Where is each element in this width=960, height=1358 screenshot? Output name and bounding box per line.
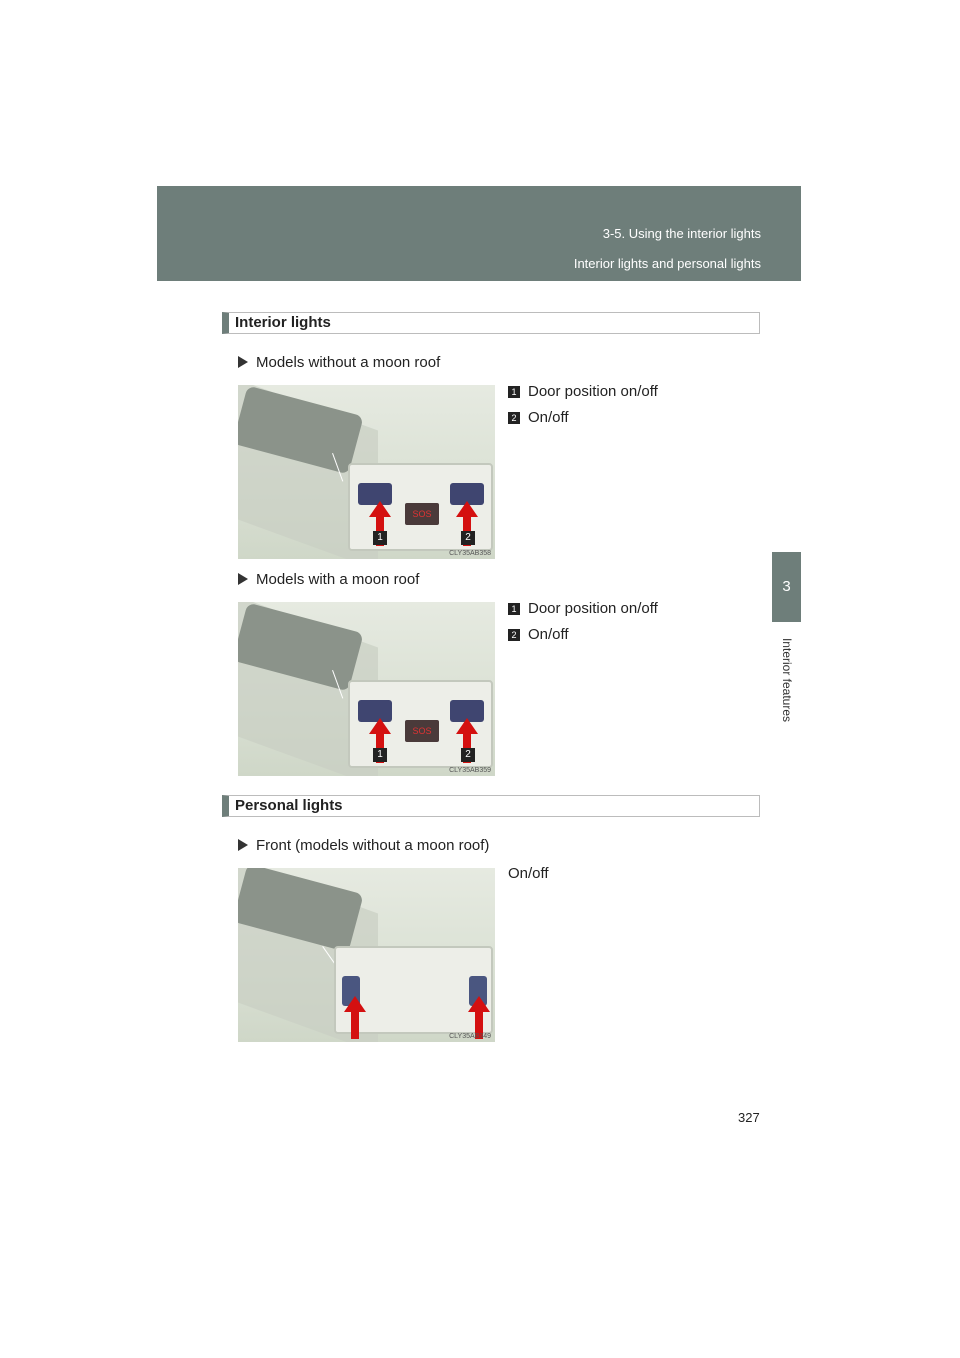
- sos-button: SOS: [405, 720, 439, 742]
- chapter-tab: 3: [772, 552, 801, 622]
- legend-item-2: 2 On/off: [508, 409, 569, 426]
- legend-item-1: 1 Door position on/off: [508, 600, 658, 617]
- callout-1: 1: [373, 748, 387, 762]
- callout-2: 2: [461, 531, 475, 545]
- front-light-label: On/off: [508, 865, 549, 882]
- triangle-bullet-icon: [238, 573, 248, 585]
- photo-front-personal-lights: [238, 868, 495, 1042]
- chapter-label: Interior features: [780, 637, 794, 723]
- arrow-icon: [369, 501, 391, 517]
- arrow-icon: [456, 718, 478, 734]
- section-title: 3-5. Using the interior lights: [602, 226, 761, 241]
- bullet-without-moon-roof: Models without a moon roof: [238, 354, 440, 371]
- arrow-icon: [344, 996, 366, 1012]
- photo-without-moon-roof: [238, 385, 495, 559]
- subsection-title: Interior lights and personal lights: [573, 256, 761, 271]
- arrow-icon: [369, 718, 391, 734]
- photo-with-moon-roof: [238, 602, 495, 776]
- image-code: CLY35AB358: [449, 550, 491, 557]
- image-code: CLY35AB349: [449, 1033, 491, 1040]
- triangle-bullet-icon: [238, 356, 248, 368]
- bullet-front: Front (models without a moon roof): [238, 837, 489, 854]
- callout-2: 2: [461, 748, 475, 762]
- page-header: [157, 186, 801, 281]
- arrow-icon: [456, 501, 478, 517]
- image-code: CLY35AB359: [449, 767, 491, 774]
- personal-lights-heading: Personal lights: [222, 795, 760, 817]
- arrow-icon: [468, 996, 490, 1012]
- bullet-with-moon-roof: Models with a moon roof: [238, 571, 419, 588]
- legend-item-1: 1 Door position on/off: [508, 383, 658, 400]
- triangle-bullet-icon: [238, 839, 248, 851]
- sos-button: SOS: [405, 503, 439, 525]
- interior-lights-heading: Interior lights: [222, 312, 760, 334]
- legend-item-2: 2 On/off: [508, 626, 569, 643]
- page-number: 327: [738, 1110, 760, 1125]
- callout-1: 1: [373, 531, 387, 545]
